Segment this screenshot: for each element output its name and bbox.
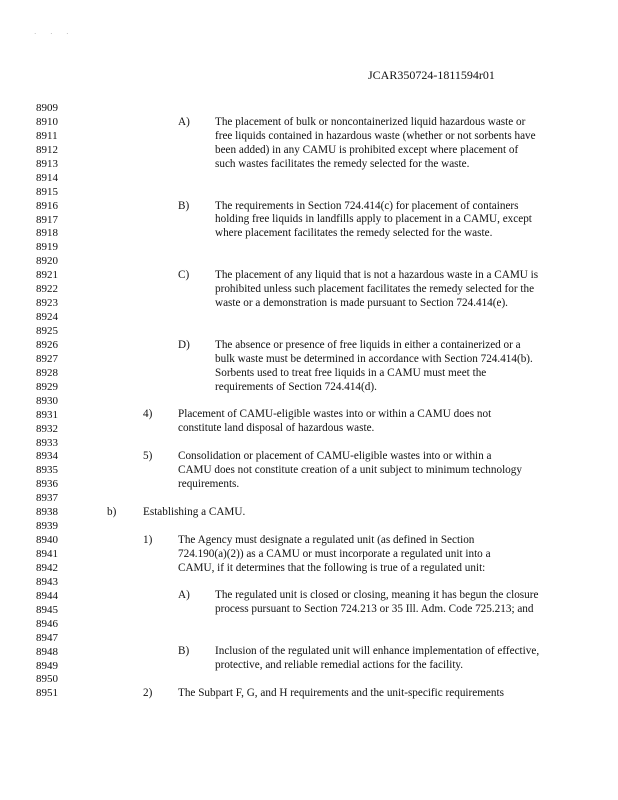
line-number: 8948 [36, 645, 58, 658]
scan-artifact: · · · [34, 30, 75, 38]
line-number: 8932 [36, 422, 58, 435]
line-number: 8917 [36, 213, 58, 226]
line-number: 8911 [36, 129, 58, 142]
line-number: 8943 [36, 575, 58, 588]
line-number: 8949 [36, 659, 58, 672]
line-number: 8923 [36, 297, 58, 310]
item-label: 1) [143, 534, 153, 546]
item-text: The absence or presence of free liquids in either a containerized or a bulk waste must be determined in accordance with Section 724.414(b). Sorbents used to treat free liquids in a CAMU must meet the requirements of Section 724.414(d). [215, 339, 533, 393]
line-number: 8914 [36, 171, 58, 184]
line-number-column [36, 102, 72, 701]
line-number: 8950 [36, 673, 58, 686]
item-text: The requirements in Section 724.414(c) for placement of containers holding free liquids in landfills apply to placement in a CAMU, except where placement facilitates the remedy selected for the waste. [215, 199, 532, 240]
document-id: JCAR350724-1811594r01 [368, 68, 495, 82]
line-number: 8937 [36, 492, 58, 505]
line-number: 8931 [36, 408, 58, 421]
line-number: 8912 [36, 143, 58, 156]
item-text: Placement of CAMU-eligible wastes into or within a CAMU does not constitute land disposal of hazardous waste. [178, 408, 492, 434]
line-number: 8938 [36, 506, 58, 519]
line-number: 8919 [36, 241, 58, 254]
line-number: 8915 [36, 185, 58, 198]
line-number: 8927 [36, 352, 58, 365]
item-label: A) [178, 116, 190, 128]
item-text: The placement of any liquid that is not a hazardous waste in a CAMU is prohibited unless such placement facilitates the remedy selected for the waste or a demonstration is made pursuant to Section 724.414(e). [215, 269, 539, 309]
line-number: 8922 [36, 283, 58, 296]
item-label: B) [178, 199, 190, 212]
item-text: The regulated unit is closed or closing, meaning it has begun the closure process pursuant to Section 724.213 or 35 Ill. Adm. Code 725.213; and [215, 589, 539, 615]
item-text: The Agency must designate a regulated unit (as defined in Section 724.190(a)(2)) as a CAMU or must incorporate a regulated unit into a CAMU, if it determines that the following is true of a regulated unit: [178, 534, 491, 574]
item-label: 2) [143, 687, 153, 699]
line-number: 8945 [36, 603, 58, 616]
line-number: 8934 [36, 450, 58, 463]
line-number: 8909 [36, 102, 58, 114]
item-label: 4) [143, 408, 153, 420]
item-label: D) [178, 339, 190, 351]
item-label: 5) [143, 450, 153, 462]
line-number: 8921 [36, 269, 58, 282]
line-number: 8946 [36, 617, 58, 630]
line-number: 8939 [36, 520, 58, 533]
item-label: b) [107, 506, 117, 518]
line-number: 8947 [36, 631, 58, 644]
line-number: 8951 [36, 687, 58, 700]
item-text: Consolidation or placement of CAMU-eligible wastes into or within a CAMU does not constitute creation of a unit subject to minimum technology requirements. [178, 450, 522, 490]
line-number: 8916 [36, 199, 58, 212]
line-number: 8920 [36, 255, 58, 268]
line-number: 8942 [36, 561, 58, 574]
line-number: 8933 [36, 436, 58, 449]
line-number: 8936 [36, 478, 58, 491]
item-label: C) [178, 269, 190, 281]
item-text: The Subpart F, G, and H requirements and the unit-specific requirements [178, 687, 504, 699]
line-number: 8928 [36, 366, 58, 379]
item-label: A) [178, 589, 190, 601]
line-number: 8929 [36, 380, 58, 393]
line-number: 8944 [36, 589, 58, 602]
item-text: Inclusion of the regulated unit will enhance implementation of effective, protective, and reliable remedial actions for the facility. [215, 645, 540, 671]
item-text: Establishing a CAMU. [143, 506, 246, 518]
line-number: 8913 [36, 157, 58, 170]
line-number: 8930 [36, 394, 58, 407]
line-number: 8910 [36, 115, 58, 128]
line-number: 8935 [36, 464, 58, 477]
line-number: 8925 [36, 325, 58, 337]
line-number: 8918 [36, 227, 58, 240]
line-number: 8924 [36, 311, 58, 324]
line-number: 8940 [36, 534, 58, 547]
item-label: B) [178, 645, 190, 657]
line-number: 8926 [36, 338, 58, 351]
item-text: The placement of bulk or noncontainerized liquid hazardous waste or free liquids contained in hazardous waste (whether or not sorbents have been added) in any CAMU is prohibited except where placement of such wastes facilitates the remedy selected for the waste. [215, 116, 536, 170]
line-number: 8941 [36, 548, 58, 560]
